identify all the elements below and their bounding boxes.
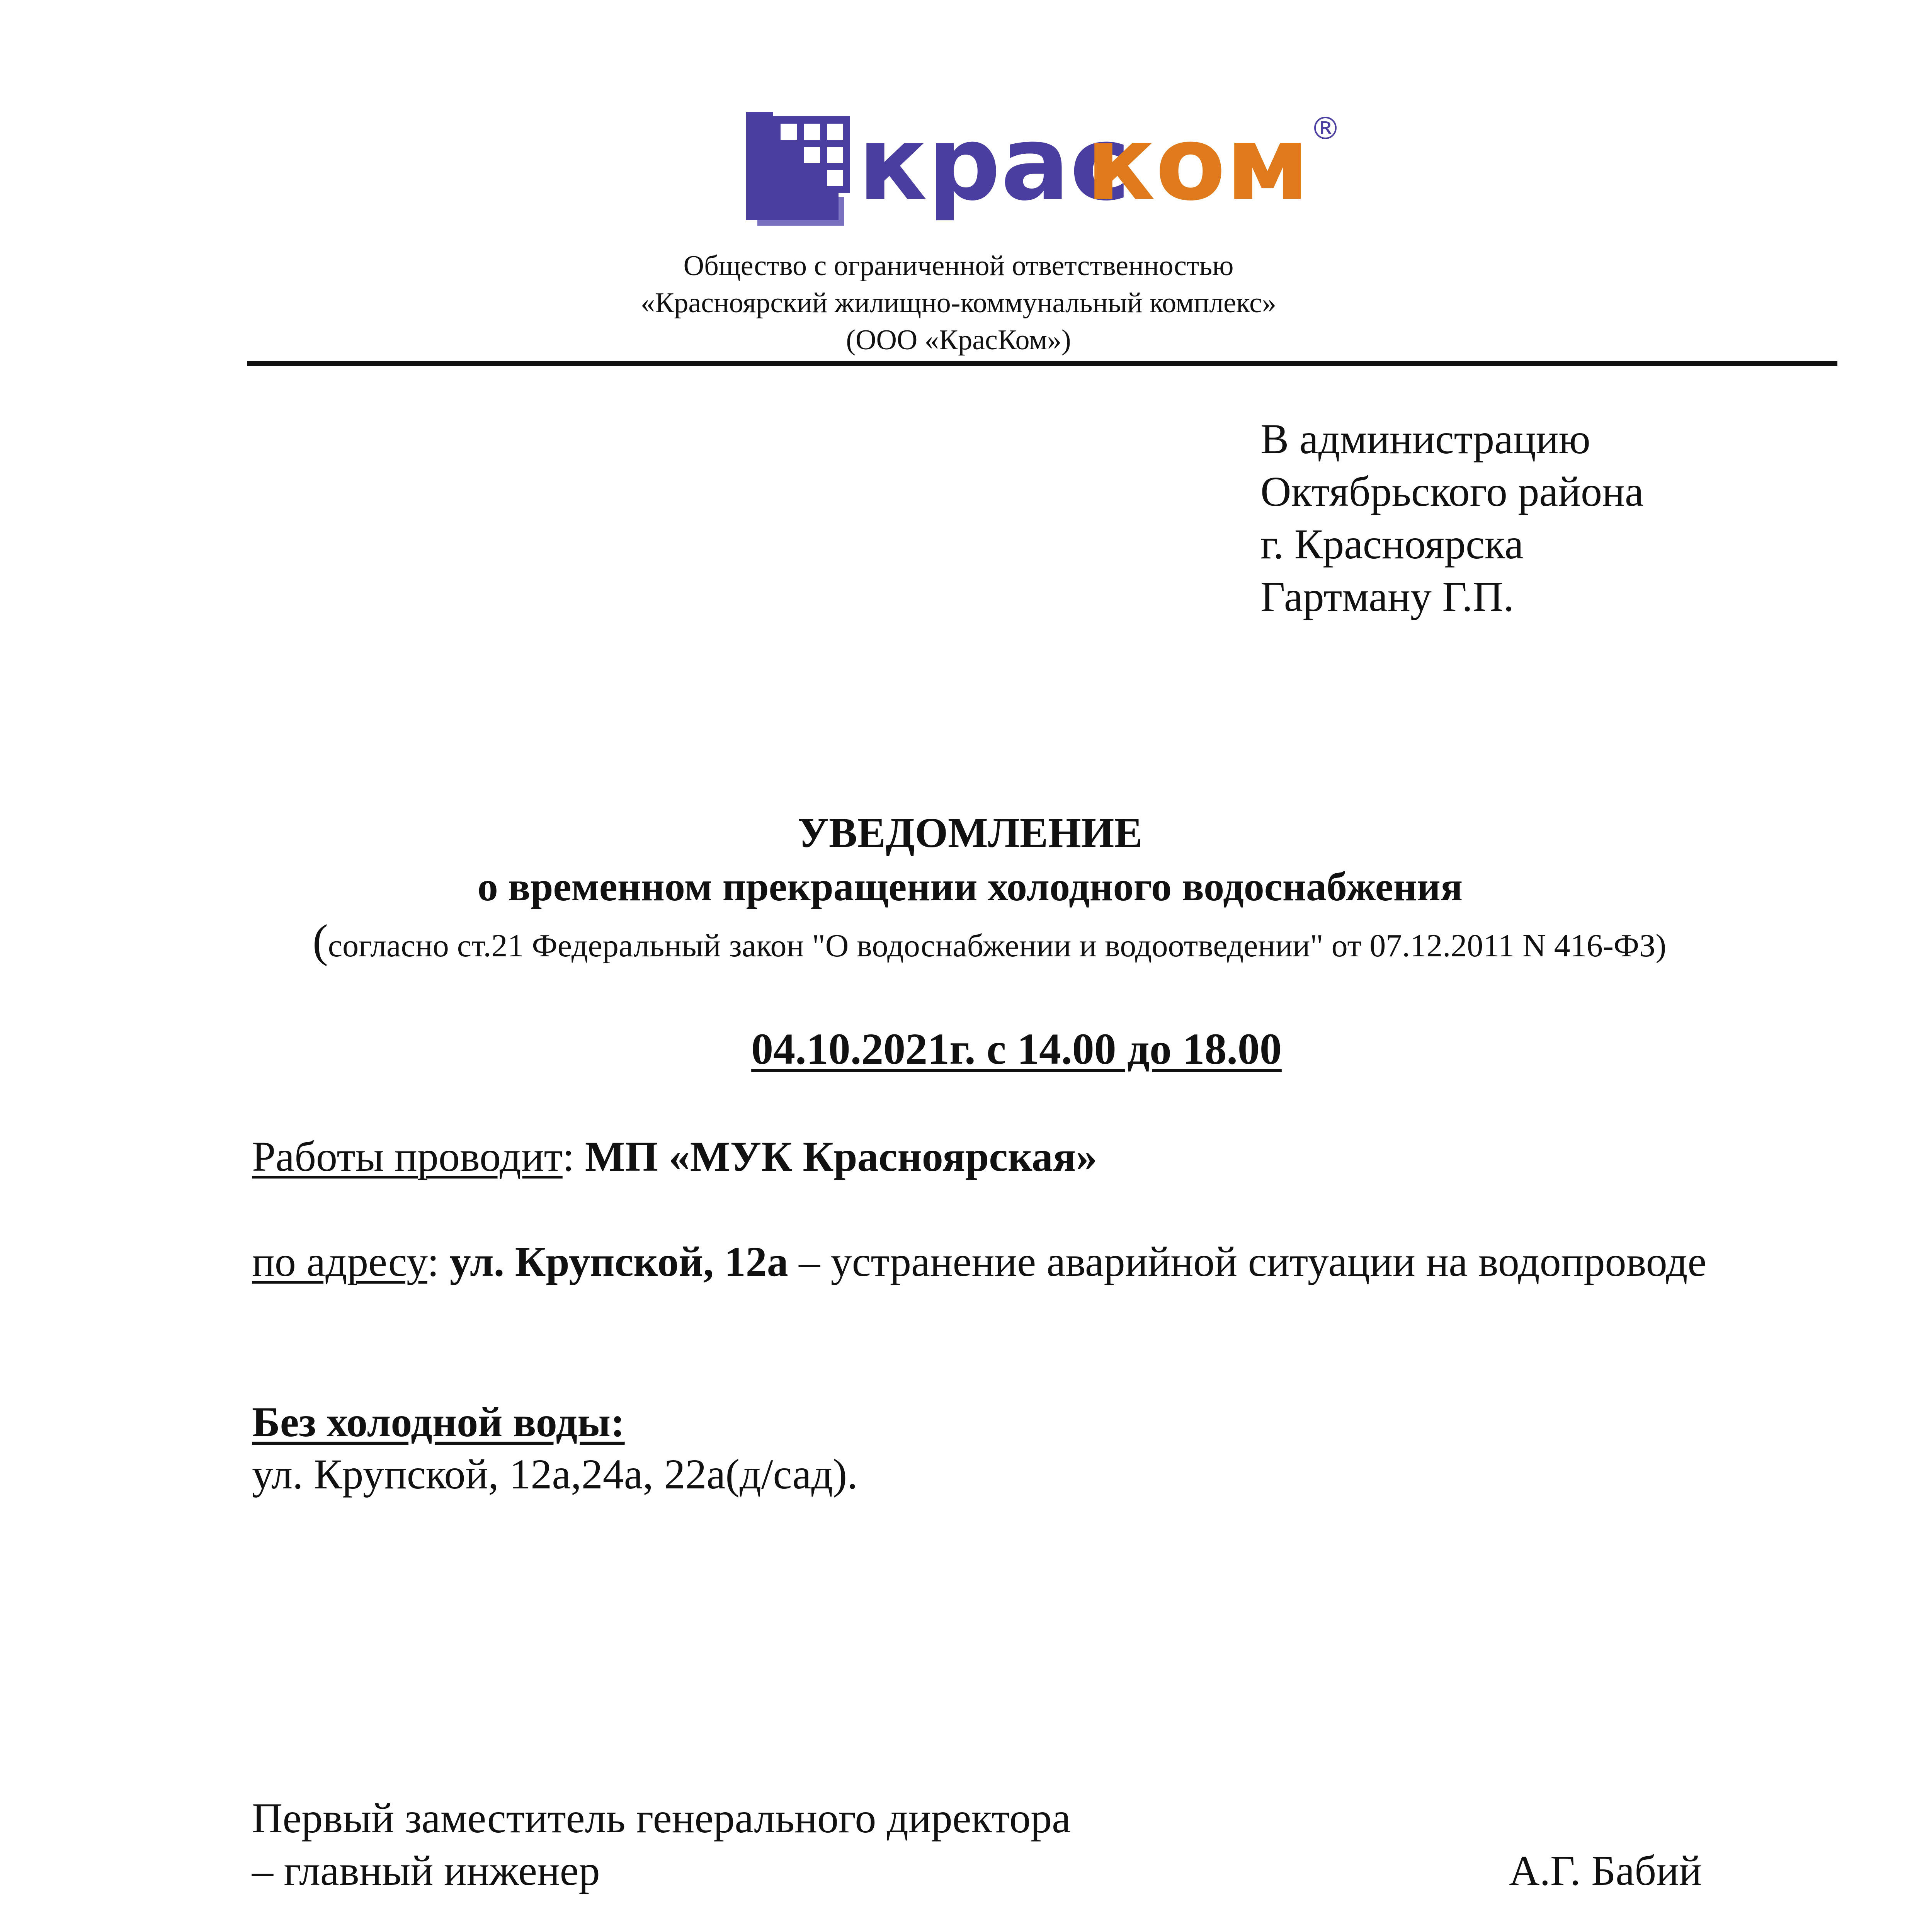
address-description: – устранение аварийной ситуации на водопроводе [788, 1238, 1707, 1285]
addressee-line3: г. Красноярска [1260, 520, 1524, 568]
company-name-short: (ООО «КрасКом») [846, 324, 1071, 356]
addressee-line2: Октябрьского района [1260, 468, 1644, 515]
law-reference [0, 914, 1917, 973]
company-logo [746, 104, 1364, 232]
registered-mark: ® [1310, 111, 1341, 146]
signatory-name: А.Г. Бабий [1509, 1847, 1702, 1894]
works-separator: : [562, 1133, 585, 1180]
addressee-name: Гартману Г.П. [1260, 573, 1514, 620]
addressee-line1: В администрацию [1260, 415, 1590, 463]
address-line [252, 1233, 1706, 1291]
works-label: Работы проводит [252, 1133, 563, 1180]
signatory-position-line2: – главный инженер [252, 1847, 600, 1894]
no-water-heading: Без холодной воды: [252, 1398, 625, 1446]
address-label: по адресу [252, 1238, 427, 1285]
law-reference-paren: ( [312, 915, 328, 966]
notice-title: УВЕДОМЛЕНИЕ [798, 809, 1143, 856]
law-reference-text: согласно ст.21 Федеральный закон "О водоснабжении и водоотведении" от 07.12.2011 N 416-ФЗ) [328, 928, 1667, 964]
outage-date-time: 04.10.2021г. с 14.00 до 18.00 [751, 1024, 1282, 1073]
header-divider [247, 361, 1837, 366]
signatory-position-line1: Первый заместитель генерального директора [252, 1794, 1071, 1842]
notice-subtitle: о временном прекращении холодного водоснабжения [477, 864, 1463, 909]
address-separator: : [427, 1238, 450, 1285]
logo-text-kras: крас [858, 104, 1131, 223]
company-name-line1: Общество с ограниченной ответственностью [683, 250, 1234, 282]
logo-text-kom: ком [1086, 104, 1310, 223]
works-line [252, 1128, 1097, 1185]
no-water-address-list: ул. Крупской, 12а,24а, 22а(д/сад). [252, 1451, 858, 1498]
address-street: ул. Крупской, 12а [449, 1238, 788, 1285]
krascom-building-logo-icon [746, 104, 1364, 232]
works-contractor: МП «МУК Красноярская» [585, 1133, 1097, 1180]
company-name-line2: «Красноярский жилищно-коммунальный комплекс» [641, 287, 1276, 319]
